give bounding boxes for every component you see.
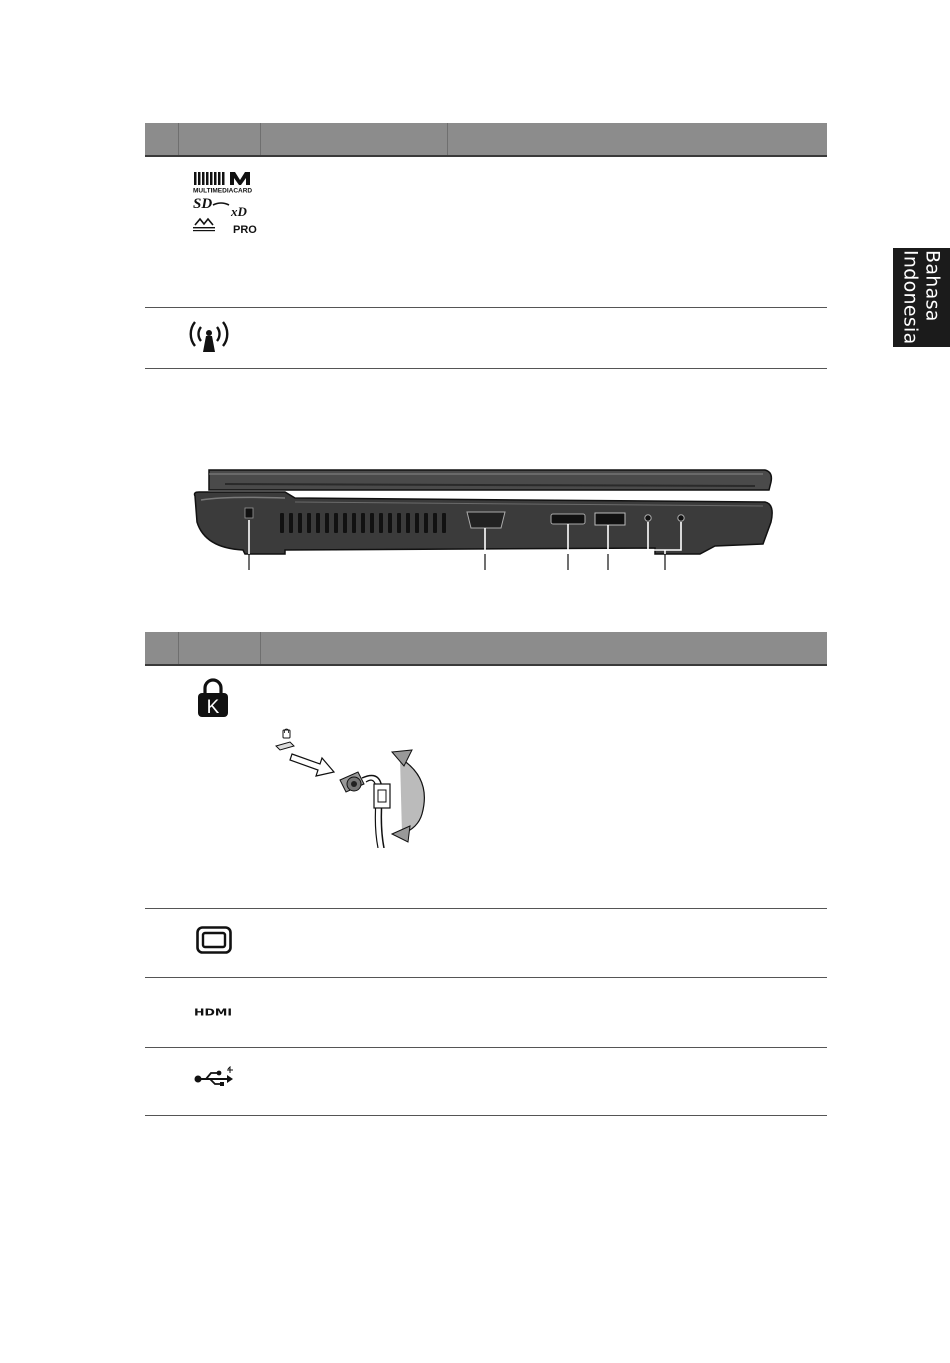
kensington-lock-installation-diagram xyxy=(272,728,442,853)
table1-bottom-rule xyxy=(145,368,827,369)
pro-logo-text: PRO xyxy=(233,224,257,236)
wireless-communication-icon xyxy=(185,318,233,361)
language-tab xyxy=(893,248,950,347)
language-tab-line2: Indonesia xyxy=(899,250,922,345)
svg-text:K: K xyxy=(206,697,220,718)
table2-row2-divider xyxy=(145,977,827,978)
kensington-lock-icon xyxy=(197,678,229,723)
usb-port-icon xyxy=(194,1066,234,1093)
table2-row1-divider xyxy=(145,908,827,909)
laptop-left-side-view xyxy=(185,462,775,577)
svg-text:SD: SD xyxy=(193,196,213,212)
table2-header xyxy=(145,632,827,666)
mmc-logo-text: MULTIMEDIACARD xyxy=(193,187,253,195)
language-tab-text xyxy=(900,250,944,345)
hdmi-port-icon xyxy=(194,1004,234,1022)
table2-row3-divider xyxy=(145,1047,827,1048)
table1-header xyxy=(145,123,827,157)
table1-row-divider xyxy=(145,307,827,308)
multimedia-card-sd-xd-memory-stick-pro-icon xyxy=(193,172,259,241)
external-display-vga-port-icon xyxy=(196,926,232,959)
svg-text:xD: xD xyxy=(231,204,247,219)
table2-bottom-rule xyxy=(145,1115,827,1116)
hdmi-logo-text: HDMI xyxy=(194,1007,232,1017)
language-tab-line1: Bahasa xyxy=(921,250,944,322)
